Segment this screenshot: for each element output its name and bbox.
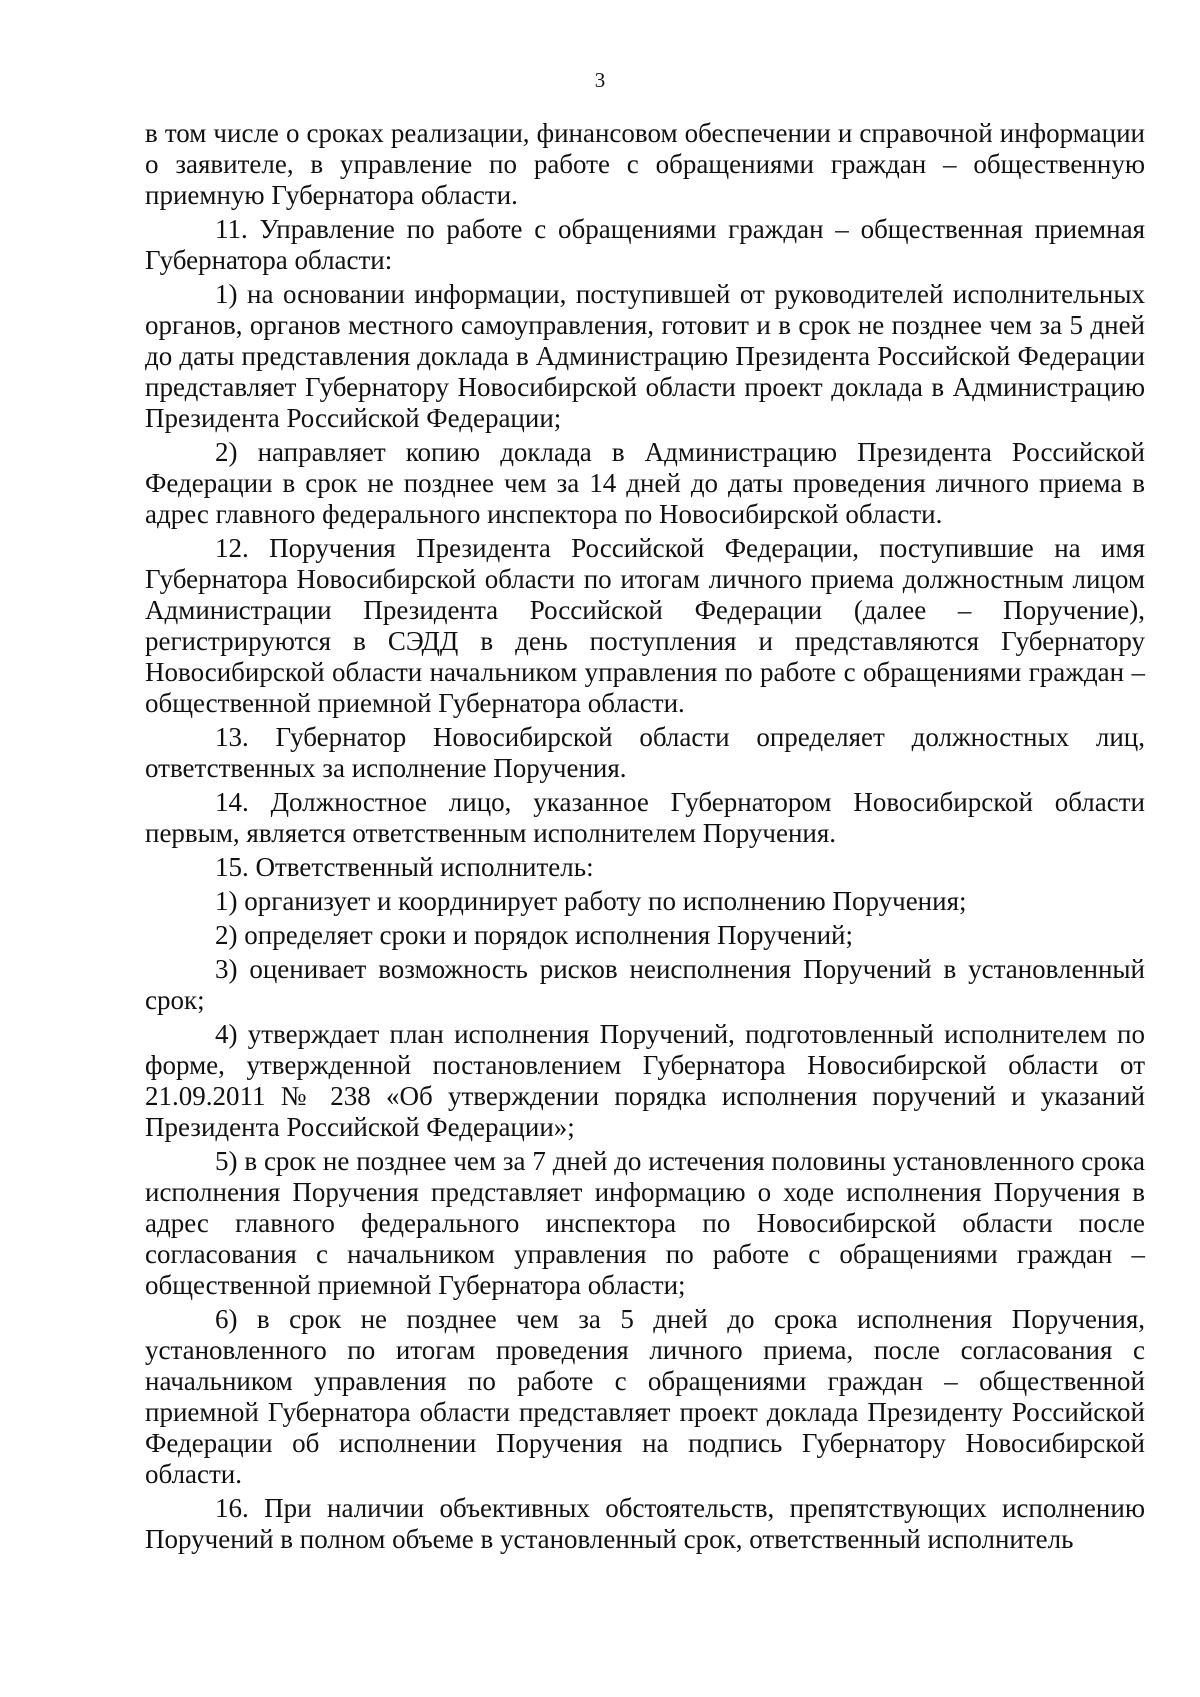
paragraph-11-item-2: 2) направляет копию доклада в Администрацию Президента Российской Федерации в срок не позднее чем за 14 дней до даты проведения личного приема в адрес главного федерального инспектора по Новосибирской области. xyxy=(145,437,1145,529)
paragraph-15-item-1: 1) организует и координирует работу по исполнению Поручения; xyxy=(215,886,967,916)
paragraph-11-item-1: 1) на основании информации, поступившей от руководителей исполнительных органов, органов местного самоуправления, готовит и в срок не позднее чем за 5 дней до даты представления доклада в Администрацию Президента Российской Федерации представляет Губернатору Новосибирской области проект доклада в Администрацию Президента Российской Федерации; xyxy=(145,279,1145,433)
paragraph-12: 12. Поручения Президента Российской Федерации, поступившие на имя Губернатора Новосибирской области по итогам личного приема должностным лицом Администрации Президента Российской Федерации (далее – Поручение), регистрируются в СЭДД в день поступления и представляются Губернатору Новосибирской области начальником управления по работе с обращениями граждан – общественной приемной Губернатора области. xyxy=(145,533,1145,718)
paragraph-11: 11. Управление по работе с обращениями граждан – общественная приемная Губернатора области: xyxy=(145,214,1145,275)
page-number: 3 xyxy=(594,68,606,92)
paragraph-15-item-2: 2) определяет сроки и порядок исполнения Поручений; xyxy=(215,920,853,950)
paragraph-15-item-6: 6) в срок не позднее чем за 5 дней до срока исполнения Поручения, установленного по итогам проведения личного приема, после согласования с начальником управления по работе с обращениями граждан – общественной приемной Губернатора области представляет проект доклада Президенту Российской Федерации об исполнении Поручения на подпись Губернатору Новосибирской области. xyxy=(145,1304,1145,1489)
paragraph-15-item-5: 5) в срок не позднее чем за 7 дней до истечения половины установленного срока исполнения Поручения представляет информацию о ходе исполнения Поручения в адрес главного федерального инспектора по Новосибирской области после согласования с начальником управления по работе с обращениями граждан – общественной приемной Губернатора области; xyxy=(145,1146,1145,1300)
document-body xyxy=(145,118,1145,1558)
paragraph-15-item-4: 4) утверждает план исполнения Поручений, подготовленный исполнителем по форме, утвержденной постановлением Губернатора Новосибирской области от 21.09.2011 № 238 «Об утверждении порядка исполнения поручений и указаний Президента Российской Федерации»; xyxy=(145,1019,1145,1142)
paragraph-13: 13. Губернатор Новосибирской области определяет должностных лиц, ответственных за исполнение Поручения. xyxy=(145,722,1145,783)
paragraph-15-item-3: 3) оценивает возможность рисков неисполнения Поручений в установленный срок; xyxy=(145,954,1145,1015)
paragraph-continuation: в том числе о сроках реализации, финансовом обеспечении и справочной информации о заявителе, в управление по работе с обращениями граждан – общественную приемную Губернатора области. xyxy=(145,118,1145,210)
paragraph-16: 16. При наличии объективных обстоятельств, препятствующих исполнению Поручений в полном объеме в установленный срок, ответственный исполнитель xyxy=(145,1493,1145,1554)
paragraph-15: 15. Ответственный исполнитель: xyxy=(215,852,594,882)
paragraph-14: 14. Должностное лицо, указанное Губернатором Новосибирской области первым, является ответственным исполнителем Поручения. xyxy=(145,787,1145,848)
